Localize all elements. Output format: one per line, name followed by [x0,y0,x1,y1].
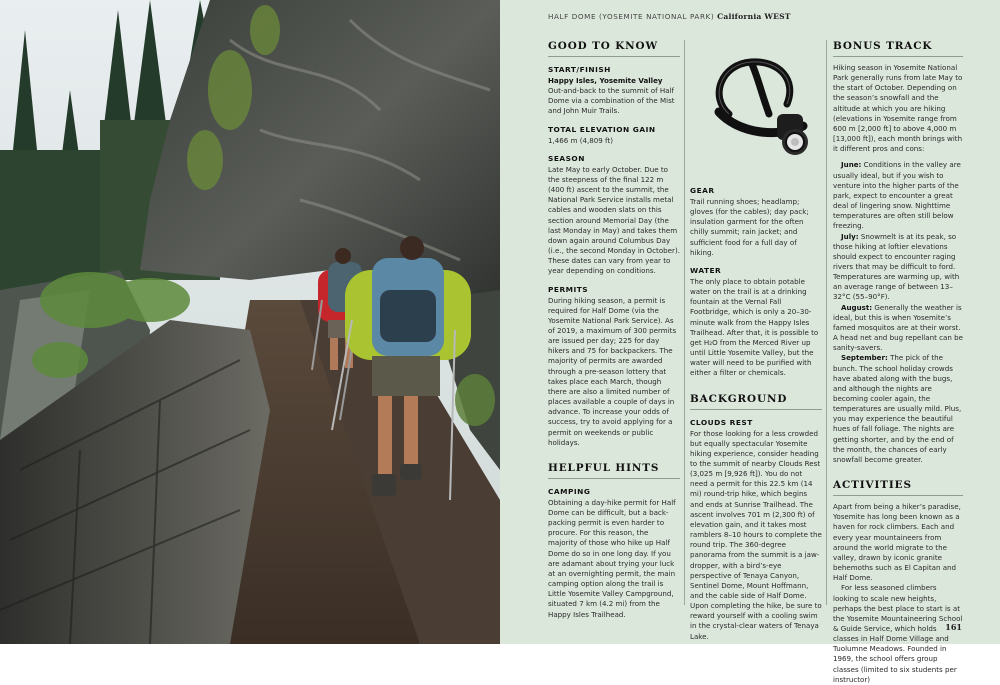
water-text: The only place to obtain potable water on the trail is at a drinking fountain at the Vernal Fall Footbridge, which is only a 20–30-minute walk from the Happy Isles Trailhead. After that, it is possible to get H₂O from the Merced River up until Little Yosemite Valley, but the water will need to be purified with either a filter or chemicals. [690,276,819,378]
text-page [500,0,1000,684]
column-3 [833,40,963,685]
column-1 [548,40,680,620]
september-lead: September: [841,353,888,363]
activities-p1: Apart from being a hiker’s paradise, Yosemite has long been known as a haven for rock climbers. Each and every year mountaineers from around the world migrate to the valley, drawn by iconic granite behemoths such as El Capitan and Half Dome. [833,502,961,583]
elevation-text: 1,466 m (4,809 ft) [548,135,613,145]
running-head [548,12,791,21]
gear-label: GEAR [690,186,715,195]
camping-text: Obtaining a day-hike permit for Half Dome can be difficult, but a back-packing permit is even harder to procure. For this reason, the majority of those who hike up Half Dome do so in one long day. If you are adamant about trying your luck at an overnighting permit, the main camping option along the trail is Little Yosemite Valley Campground, situated 7 km (4.2 mi) from the Happy Isles Trailhead. [548,497,676,619]
running-head-place: HALF DOME (YOSEMITE NATIONAL PARK) [548,12,715,21]
season-text: Late May to early October. Due to the steepness of the final 122 m (400 ft) ascent to the summit, the National Park Service installs metal cables and wooden slats on this section around Memorial Day (the last Monday in May) and takes them down again around Columbus Day (i.e., the second Monday in October). These dates can vary from year to year depending on conditions. [548,164,680,276]
august-text: Generally the weather is ideal, but this is when Yosemite’s famed mosquitos are at their worst. A head net and bug repellant can be sanity-savers. [833,302,964,353]
august-lead: August: [841,302,873,312]
permits-label: PERMITS [548,284,589,294]
activities-p2: For less seasoned climbers looking to scale new heights, perhaps the best place to start is at the Yosemite Mountaineering School & Guide Service, which holds classes in Half Dome Village and Tuolumne Meadows. Founded in 1969, the school offers group classes (limited to six students per instructor) [833,583,963,684]
water-label: WATER [690,265,722,275]
bonus-intro: Hiking season in Yosemite National Park generally runs from late May to the start of October. Depending on the season’s snowfall and the altitude at which you are hiking (elevations in Yosemite range from 600 m [2,000 ft] to above 4,000 m [13,000 ft]), each month brings with it different pros and cons: [833,63,963,154]
background-heading: BACKGROUND [690,393,822,410]
july-lead: July: [841,231,859,241]
good-to-know-heading: GOOD TO KNOW [548,40,680,57]
running-head-region: California WEST [717,12,791,21]
activities-heading: ACTIVITIES [833,479,963,496]
start-place: Happy Isles, Yosemite Valley [548,76,663,85]
season-label: SEASON [548,153,585,163]
column-divider [826,40,827,605]
elevation-label: TOTAL ELEVATION GAIN [548,124,656,134]
august-paragraph [833,303,963,354]
bonus-track-heading: BONUS TRACK [833,40,963,57]
column-divider [684,40,685,605]
june-text: Conditions in the valley are usually ideal, but if you wish to venture into the higher parts of the park, expect to encounter a great deal of lingering snow. Nighttime temperatures are often still below freezing. [833,160,961,231]
september-paragraph [833,353,963,465]
permits-text: During hiking season, a permit is required for Half Dome (via the Yosemite National Park Service). As of 2019, a maximum of 300 permits are issued per day; 225 for day hikers and 75 for backpackers. The majority of permits are awarded through a pre-season lottery that takes place each March, though there are also a limited number of places available a couple of days in advance. To increase your odds of success, try to avoid applying for a permit on weekends or public holidays. [548,295,677,447]
june-lead: June: [841,160,862,170]
start-text: Out-and-back to the summit of Half Dome via a combination of the Mist and John Muir Trails. [548,86,675,116]
clouds-rest-text: For those looking for a less crowded but equally spectacular Yosemite hiking experience, consider heading to the summit of nearby Clouds Rest (3,025 m [9,926 ft]). You do not need a permit for this 22.5 km (14 mi) round-trip hike, which begins and ends at Sunrise Trailhead. The ascent involves 701 m (2,300 ft) of elevation gain, and it takes most ramblers 8–10 hours to complete the round trip. The 360-degree panorama from the summit is a jaw-dropper, with a bird’s-eye perspective of Tenaya Canyon, Sentinel Dome, Mount Hoffmann, and the cable side of Half Dome. Upon completing the hike, be sure to reward yourself with a cooling swim in the crystal-clear waters of Tenaya Lake. [690,428,822,641]
clouds-rest-label: CLOUDS REST [690,417,753,427]
camping-label: CAMPING [548,486,591,496]
start-finish-label: START/FINISH [548,65,611,74]
helpful-hints-heading: HELPFUL HINTS [548,462,680,479]
headlamp-illustration [699,52,817,172]
page-number: 161 [945,622,962,632]
july-text: Snowmelt is at its peak, so those hiking at loftier elevations should expect to encounter raging rivers that may be difficult to ford. Temperatures are warming up, with an average range of between 13–32°C (55–90°F). [833,231,960,302]
gear-text: Trail running shoes; headlamp; gloves (for the cables); day pack; insulation garment for the often chilly summit; rain jacket; and sufficient food for a full day of hiking. [690,197,809,257]
september-text: The pick of the bunch. The school holiday crowds have abated along with the bugs, and although the nights are becoming cooler again, the temperatures are usually mild. Plus, you may experience the beautiful hues of fall foliage. The nights are getting shorter, and by the end of the month, the chances of early snowfall become greater. [833,353,962,464]
column-2 [690,186,822,642]
july-paragraph [833,232,963,303]
hiking-photo [0,0,500,644]
june-paragraph [833,160,963,231]
